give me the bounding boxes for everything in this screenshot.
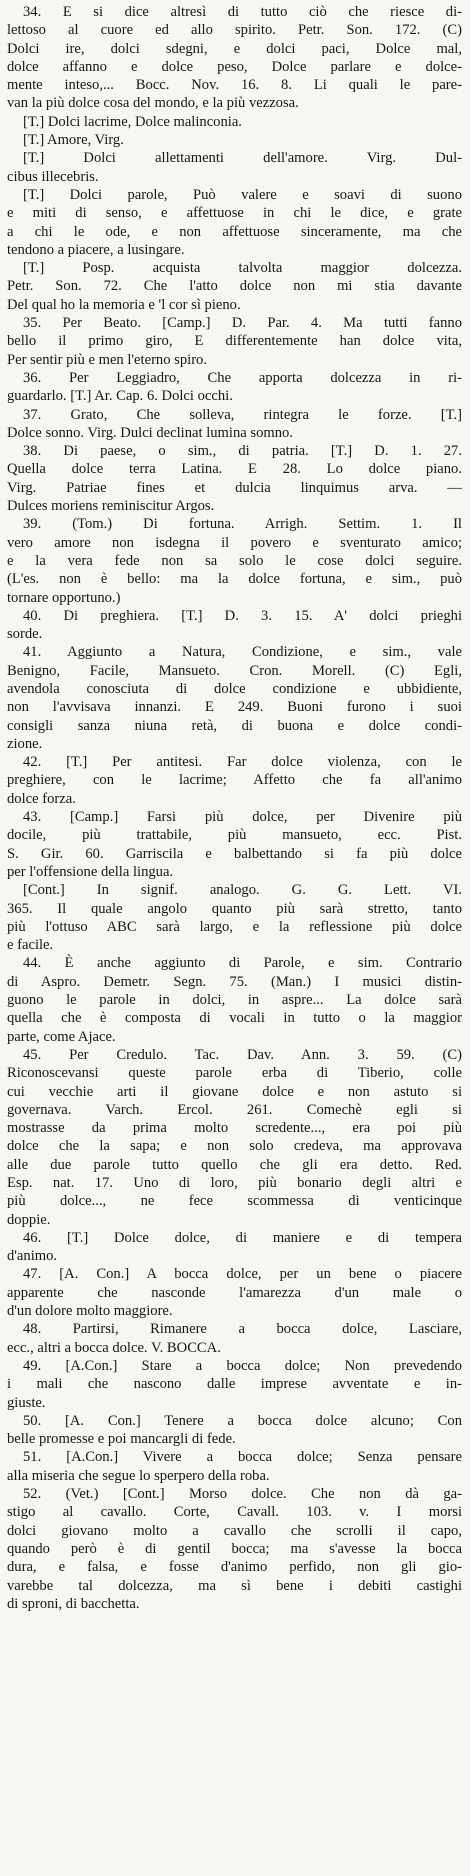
dictionary-entry [7, 259, 462, 314]
text-line: 46. [T.] Dolce dolce, di maniere e di tempera [23, 1229, 462, 1246]
dictionary-entry [7, 1412, 462, 1449]
dictionary-entry [7, 3, 462, 113]
dictionary-entry [7, 643, 462, 753]
text-line: Quella dolce terra Latina. E 28. Lo dolce piano. [7, 461, 462, 478]
text-line: dura, e falsa, e fosse d'animo perfido, non gli gio- [7, 1559, 462, 1576]
text-line: [T.] Posp. acquista talvolta maggior dolcezza. [23, 260, 462, 277]
text-line: [Cont.] In signif. analogo. G. G. Lett. VI. [23, 882, 462, 899]
text-line: 48. Partirsi, Rimanere a bocca dolce, Lasciare, [23, 1321, 462, 1338]
text-line: mente inteso,... Bocc. Nov. 16. 8. Li quali le pare- [7, 77, 462, 94]
dictionary-entry [7, 442, 462, 515]
text-line: Del qual ho la memoria e 'l cor sì pieno. [7, 296, 241, 313]
text-line: [T.] Amore, Virg. [23, 132, 124, 149]
text-line: 44. È anche aggiunto di Parole, e sim. Contrario [23, 955, 462, 972]
dictionary-entry [7, 1320, 462, 1357]
dictionary-entry [7, 1046, 462, 1229]
text-line: di sproni, di bacchetta. [7, 1595, 140, 1612]
dictionary-entry [7, 808, 462, 881]
text-line: van la più dolce cosa del mondo, e la più vezzosa. [7, 95, 299, 112]
text-line: e la vera fede non sa solo le cose dolci seguire. [7, 552, 462, 569]
text-line: Dolci ire, dolci sdegni, e dolci paci, Dolce mal, [7, 40, 462, 57]
text-line: giuste. [7, 1394, 46, 1411]
text-line: più l'ottuso ABC sarà largo, e la reflessione più dolce [7, 918, 462, 935]
text-line: quando però è di gentil bocca; ma s'avesse la bocca [7, 1540, 462, 1557]
text-line: Esp. nat. 17. Uno di loro, più bonario degli altri e [7, 1175, 462, 1191]
text-line: Petr. Son. 72. Che l'atto dolce non mi stia davante [7, 278, 462, 295]
text-line: di Aspro. Demetr. Segn. 75. (Man.) I musici distin- [7, 973, 462, 990]
dictionary-entry [7, 515, 462, 606]
text-line: doppie. [7, 1211, 51, 1228]
text-line: 37. Grato, Che solleva, rintegra le forze. [T.] [23, 406, 462, 423]
text-line: 36. Per Leggiadro, Che apporta dolcezza in ri- [23, 369, 462, 386]
text-line: dolce che la sapa; e non solo credeva, ma approvava [7, 1138, 462, 1155]
text-line: [T.] Dolci lacrime, Dolce malinconia. [23, 113, 242, 130]
text-line: 34. E si dice altresì di tutto ciò che riesce di- [23, 4, 462, 20]
text-line: e facile. [7, 937, 54, 954]
dictionary-entry [7, 186, 462, 259]
text-line: [T.] Dolci parole, Può valere e soavi di suono [23, 186, 462, 203]
text-line: dolce affanno e dolce peso, Dolce parlare e dolce- [7, 58, 462, 75]
dictionary-entry [7, 1485, 462, 1613]
text-line: guardarlo. [T.] Ar. Cap. 6. Dolci occhi. [7, 388, 233, 405]
dictionary-entry [7, 1229, 462, 1266]
text-line: [T.] Dolci allettamenti dell'amore. Virg. Dul- [23, 150, 462, 167]
text-line: ecc., altri a bocca dolce. V. BOCCA. [7, 1339, 221, 1356]
text-line: 41. Aggiunto a Natura, Condizione, e sim., vale [23, 644, 462, 661]
text-line: zione. [7, 735, 43, 752]
text-line: più dolce..., ne fece scommessa di venticinque [7, 1193, 462, 1210]
text-line: 49. [A.Con.] Stare a bocca dolce; Non prevedendo [23, 1357, 462, 1374]
text-line: 50. [A. Con.] Tenere a bocca dolce alcuno; Con [23, 1412, 462, 1429]
text-line: avendola conosciuta di dolce condizione e ubbidiente, [7, 680, 462, 697]
text-line: 51. [A.Con.] Vivere a bocca dolce; Senza pensare [23, 1449, 462, 1466]
text-line: cui vecchie arti il giovane dolce e non astuto si [7, 1083, 462, 1100]
text-line: d'animo. [7, 1248, 58, 1265]
dictionary-entry [7, 149, 462, 186]
text-line: Benigno, Facile, Mansueto. Cron. Morell. (C) Egli, [7, 662, 462, 679]
text-line: tendono a piacere, a lusingare. [7, 241, 185, 258]
text-line: sorde. [7, 626, 43, 643]
text-line: Dulces moriens reminiscitur Argos. [7, 498, 215, 515]
text-line: vero amore non isdegna il povero e sventurato amico; [7, 534, 462, 551]
text-line: lettoso al cuore ed allo spirito. Petr. Son. 172. (C) [7, 22, 462, 39]
dictionary-entry [7, 607, 462, 644]
text-line: e miti di senso, e affettuose in chi le dice, e grate [7, 205, 462, 222]
text-line: bello il primo giro, E differentemente han dolce vita, [7, 333, 462, 350]
text-line: 52. (Vet.) [Cont.] Morso dolce. Che non dà ga- [23, 1486, 462, 1503]
text-line: dolce forza. [7, 790, 76, 807]
text-line: dolci giovano molto a cavallo che scrolli il capo, [7, 1522, 462, 1539]
text-line: (L'es. non è bello: ma la dolce fortuna, e sim., può [7, 571, 462, 588]
dictionary-entry [7, 113, 462, 131]
text-line: consigli sanza niuna retà, di buona e dolce condi- [7, 717, 462, 734]
text-line: S. Gir. 60. Garriscila e balbettando si fa più dolce [7, 845, 462, 862]
text-line: governava. Varch. Ercol. 261. Comechè egli si [7, 1101, 462, 1118]
text-line: docile, più trattabile, più mansueto, ecc. Pist. [7, 827, 462, 844]
text-line: 40. Di preghiera. [T.] D. 3. 15. A' dolci prieghi [23, 607, 462, 624]
text-line: quella che è composta di vocali in tutto o la maggior [7, 1010, 462, 1027]
text-line: preghiere, con le lacrime; Affetto che fa all'animo [7, 772, 462, 789]
text-line: i mali che nascono dalle imprese avventate e in- [7, 1376, 462, 1393]
text-line: parte, come Ajace. [7, 1028, 116, 1045]
text-line: tornare opportuno.) [7, 589, 121, 606]
text-line: alle due parole tutto quello che gli era detto. Red. [7, 1156, 462, 1173]
text-line: varebbe tal dolcezza, ma sì bene i debiti castighi [7, 1577, 462, 1594]
text-line: 42. [T.] Per antitesi. Far dolce violenza, con le [23, 754, 462, 771]
dictionary-entry [7, 406, 462, 443]
text-line: mostrasse da prima molto scredente..., era poi più [7, 1120, 462, 1137]
text-line: a chi le ode, e non affettuose sinceramente, ma che [7, 223, 462, 240]
text-line: per l'offensione della lingua. [7, 863, 174, 880]
text-line: guono le parole in dolci, in aspre... La dolce sarà [7, 992, 462, 1009]
text-line: d'un dolore molto maggiore. [7, 1303, 173, 1320]
dictionary-entry [7, 753, 462, 808]
text-line: 35. Per Beato. [Camp.] D. Par. 4. Ma tutti fanno [23, 315, 462, 332]
dictionary-entry [7, 131, 462, 149]
text-line: apparente che nasconde l'amarezza d'un male o [7, 1284, 462, 1301]
text-line: 47. [A. Con.] A bocca dolce, per un bene o piacere [23, 1266, 462, 1283]
dictionary-entry [7, 954, 462, 1045]
text-line: Dolce sonno. Virg. Dulci declinat lumina somno. [7, 424, 293, 441]
text-line: 365. Il quale angolo quanto più sarà stretto, tanto [7, 900, 462, 917]
text-line: Virg. Patriae fines et dulcia linquimus arva. — [7, 479, 462, 496]
dictionary-entry [7, 369, 462, 406]
dictionary-entry [7, 1448, 462, 1485]
dictionary-entry [7, 881, 462, 954]
dictionary-entry [7, 314, 462, 369]
text-line: 38. Di paese, o sim., di patria. [T.] D. 1. 27. [23, 443, 462, 460]
text-line: alla miseria che segue lo sperpero della roba. [7, 1467, 270, 1484]
text-line: 39. (Tom.) Di fortuna. Arrigh. Settim. 1. Il [23, 516, 462, 533]
text-line: stigo al cavallo. Corte, Cavall. 103. v. I morsi [7, 1504, 462, 1521]
text-line: Per sentir più e men l'eterno spiro. [7, 351, 208, 368]
text-line: cibus illecebris. [7, 168, 99, 185]
dictionary-entry [7, 1265, 462, 1320]
text-line: 43. [Camp.] Farsi più dolce, per Divenire più [23, 809, 462, 826]
text-line: non l'avvisava innanzi. E 249. Buoni furono i suoi [7, 699, 462, 716]
text-line: Riconoscevansi queste parole erba di Tiberio, colle [7, 1065, 462, 1082]
text-line: belle promesse e poi mancargli di fede. [7, 1431, 236, 1448]
text-line: 45. Per Credulo. Tac. Dav. Ann. 3. 59. (C) [23, 1046, 462, 1063]
dictionary-entry [7, 1357, 462, 1412]
